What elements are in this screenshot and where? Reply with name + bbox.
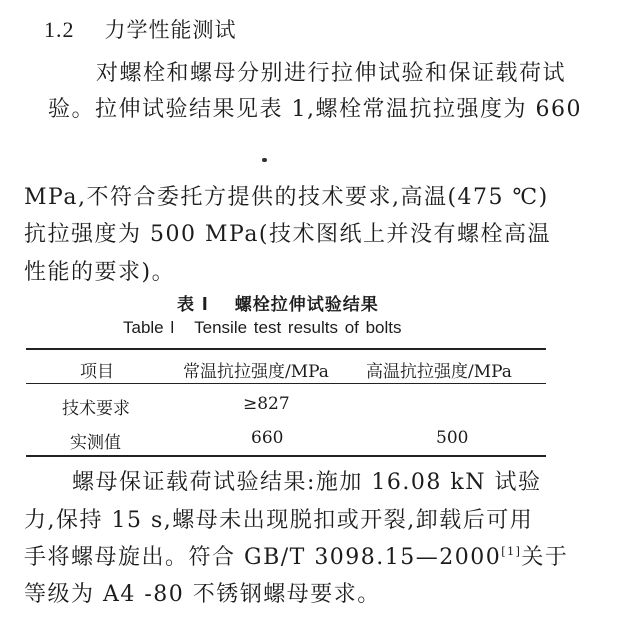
- table-row-2-room-temp: 660: [251, 428, 284, 448]
- paragraph-1-line-2: 验。拉伸试验结果见表 1,螺栓常温抗拉强度为 660: [48, 97, 582, 122]
- table-caption-zh: [177, 290, 379, 315]
- paragraph-2-line-3-text: 手将螺母旋出。符合 GB/T 3098.15—2000: [24, 545, 502, 570]
- paragraph-1-line-1: 对螺栓和螺母分别进行拉伸试验和保证载荷试: [96, 61, 567, 86]
- table-row-2-label: 实测值: [70, 433, 121, 453]
- table-row-1-room-temp: ≥827: [243, 394, 290, 414]
- table-caption-en: [123, 318, 402, 338]
- paragraph-2-line-4: 等级为 A4 -80 不锈钢螺母要求。: [24, 582, 381, 607]
- paragraph-2-line-3-tail: 关于: [521, 545, 569, 570]
- table-row-2-high-temp: 500: [436, 428, 469, 448]
- section-number: 1.2: [44, 17, 75, 42]
- table-row-1-label: 技术要求: [62, 399, 130, 419]
- paragraph-1-line-5: 性能的要求)。: [24, 260, 176, 285]
- table-top-rule: [26, 348, 546, 350]
- table-title-zh: 螺栓拉伸试验结果: [234, 295, 379, 315]
- section-title: 力学性能测试: [104, 18, 237, 42]
- paragraph-1-line-3: MPa,不符合委托方提供的技术要求,高温(475 ℃): [24, 185, 549, 210]
- table-number-zh: 表 l: [177, 295, 209, 315]
- table-header-rule: [26, 383, 546, 384]
- table-header-item: 项目: [80, 362, 114, 382]
- paragraph-2-line-1: 螺母保证载荷试验结果:施加 16.08 kN 试验: [72, 470, 542, 495]
- paragraph-2-line-3: [24, 540, 568, 571]
- table-header-room-temp: 常温抗拉强度/MPa: [183, 362, 329, 382]
- citation-ref: [1]: [501, 545, 522, 558]
- print-speck: [262, 158, 267, 162]
- paragraph-1-line-4: 抗拉强度为 500 MPa(技术图纸上并没有螺栓高温: [24, 222, 552, 247]
- section-heading: [44, 14, 237, 44]
- paragraph-2-line-2: 力,保持 15 s,螺母未出现脱扣或开裂,卸载后可用: [24, 508, 534, 533]
- table-bottom-rule: [26, 455, 546, 457]
- table-header-high-temp: 高温抗拉强度/MPa: [366, 362, 512, 382]
- table-number-en: Table l: [123, 318, 175, 337]
- table-title-en: Tensile test results of bolts: [194, 318, 402, 337]
